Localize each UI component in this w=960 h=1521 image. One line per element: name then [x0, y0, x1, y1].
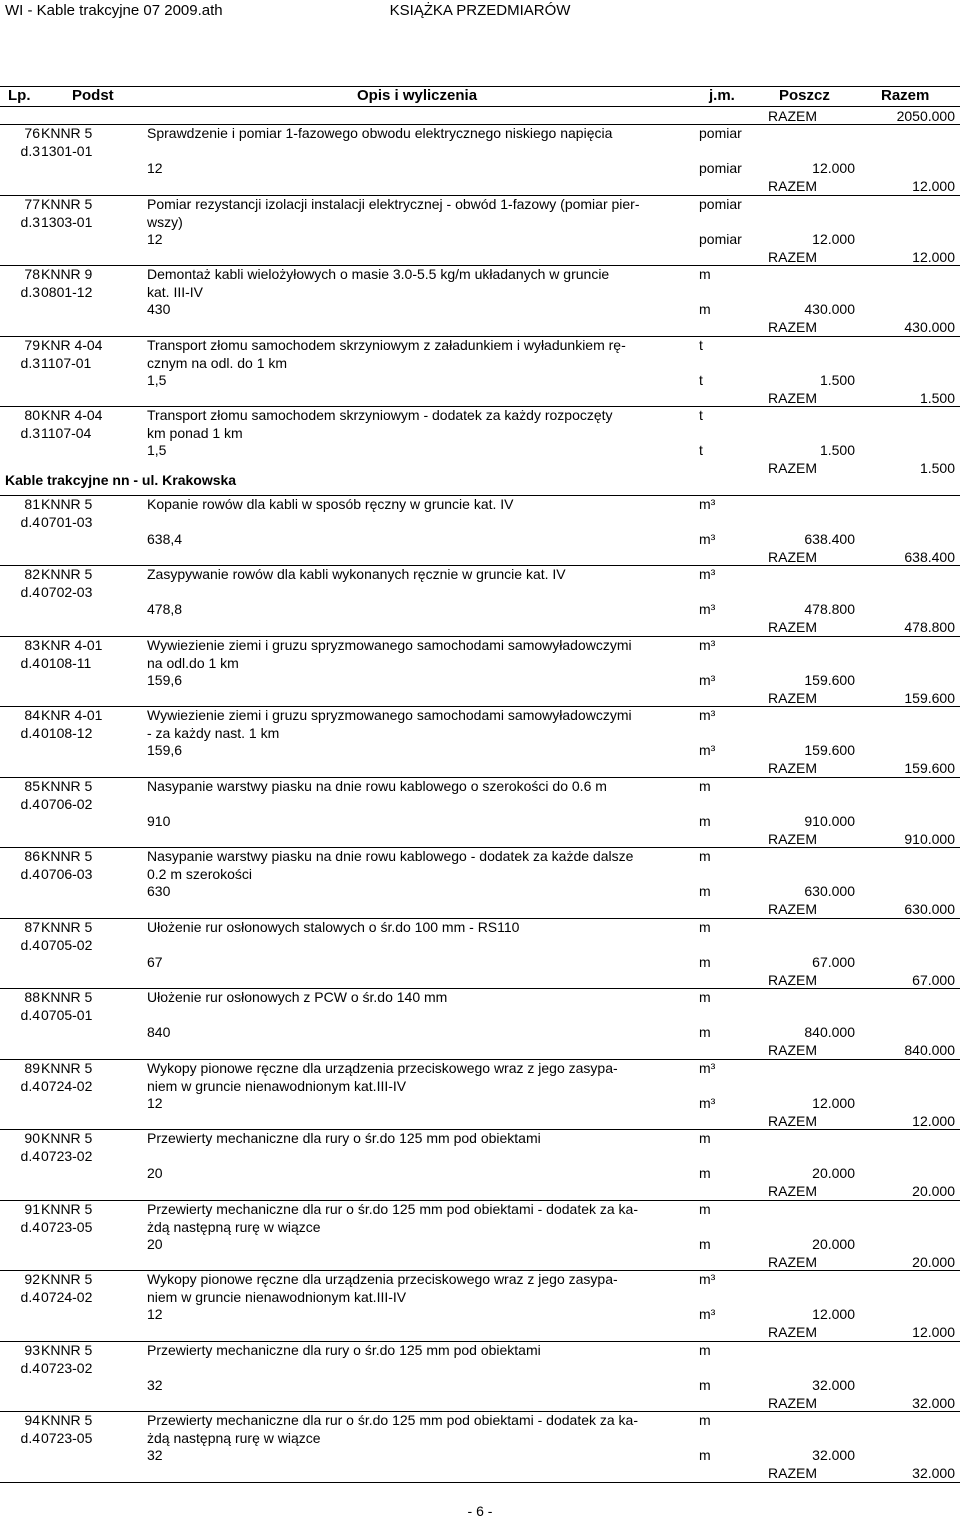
entry-base-position: 0705-02	[41, 937, 93, 953]
entry-description-line1: Przewierty mechaniczne dla rury o śr.do 125 mm pod obiektami	[147, 1130, 541, 1146]
entry-section-code: d.4	[20, 937, 40, 953]
entry-total: 32.000	[912, 1465, 955, 1481]
entry-number: 81	[24, 496, 40, 512]
entry-calc: 67	[147, 954, 163, 970]
table-row	[0, 1200, 960, 1271]
entry-total-label: RAZEM	[768, 619, 817, 635]
entry-unit: m³	[699, 566, 716, 582]
entry-section-code: d.4	[20, 725, 40, 741]
entry-description-line2: żdą następną rurę w wiązce	[147, 1430, 321, 1446]
entry-total-label: RAZEM	[768, 1113, 817, 1129]
entry-base-position: 0723-05	[41, 1430, 93, 1446]
entry-base-catalog: KNR 4-04	[41, 407, 103, 423]
entry-subtotal: 1.500	[819, 372, 855, 388]
entry-unit: m³	[699, 707, 716, 723]
entry-total-label: RAZEM	[768, 972, 817, 988]
entry-calc-unit: m³	[699, 601, 716, 617]
entry-description-line1: Przewierty mechaniczne dla rury o śr.do 125 mm pod obiektami	[147, 1342, 541, 1358]
entry-calc-unit: m³	[699, 1095, 716, 1111]
entry-section-code: d.4	[20, 1148, 40, 1164]
entry-description-line1: Wykopy pionowe ręczne dla urządzenia przeciskowego wraz z jego zasypa-	[147, 1271, 618, 1287]
entry-section-code: d.4	[20, 584, 40, 600]
entry-base-position: 0706-03	[41, 866, 93, 882]
entry-number: 76	[24, 125, 40, 141]
entry-total-label: RAZEM	[768, 1183, 817, 1199]
entry-base-catalog: KNNR 5	[41, 1130, 93, 1146]
entry-calc-unit: m	[699, 883, 711, 899]
entry-calc-unit: pomiar	[699, 231, 742, 247]
entry-total: 1.500	[919, 460, 955, 476]
table-row	[0, 265, 960, 336]
entry-subtotal: 12.000	[812, 1306, 855, 1322]
entry-description-line1: Ułożenie rur osłonowych z PCW o śr.do 140 mm	[147, 989, 448, 1005]
entry-subtotal: 12.000	[812, 160, 855, 176]
entry-base-position: 1301-01	[41, 143, 93, 159]
entry-number: 83	[24, 637, 40, 653]
entry-description-line2: wszy)	[147, 214, 183, 230]
entry-subtotal: 430.000	[804, 301, 855, 317]
entry-description-line1: Nasypanie warstwy piasku na dnie rowu kablowego - dodatek za każde dalsze	[147, 848, 634, 864]
entry-number: 85	[24, 778, 40, 794]
section-title: Kable trakcyjne nn - ul. Krakowska	[5, 472, 237, 488]
entry-unit: m	[699, 1342, 711, 1358]
table-row	[0, 1270, 960, 1341]
col-podst: Podst	[72, 87, 114, 104]
entry-base-catalog: KNR 4-01	[41, 637, 103, 653]
entry-calc-unit: m³	[699, 1306, 716, 1322]
entry-calc: 12	[147, 160, 163, 176]
entry-description-line2: cznym na odl. do 1 km	[147, 355, 288, 371]
entry-unit: m	[699, 266, 711, 282]
entry-description-line1: Przewierty mechaniczne dla rur o śr.do 125 mm pod obiektami - dodatek za ka-	[147, 1412, 639, 1428]
entry-total-label: RAZEM	[768, 249, 817, 265]
entry-unit: m	[699, 1201, 711, 1217]
col-lp: Lp.	[8, 87, 31, 104]
entry-total-label: RAZEM	[768, 460, 817, 476]
entry-total: 638.400	[904, 549, 955, 565]
entry-description-line1: Pomiar rezystancji izolacji instalacji elektrycznej - obwód 1-fazowy (pomiar pier-	[147, 196, 640, 212]
entry-unit: t	[699, 407, 703, 423]
entry-calc: 32	[147, 1447, 163, 1463]
entry-total: 840.000	[904, 1042, 955, 1058]
entry-calc-unit: m³	[699, 531, 716, 547]
entry-total-label: RAZEM	[768, 690, 817, 706]
entry-section-code: d.4	[20, 1219, 40, 1235]
entry-base-catalog: KNNR 5	[41, 496, 93, 512]
entry-base-catalog: KNNR 5	[41, 566, 93, 582]
entry-number: 89	[24, 1060, 40, 1076]
table-row	[0, 918, 960, 989]
page-header-title: KSIĄŻKA PRZEDMIARÓW	[389, 2, 571, 19]
entry-base-catalog: KNNR 5	[41, 196, 93, 212]
entry-calc-unit: m	[699, 1377, 711, 1393]
entry-subtotal: 32.000	[812, 1377, 855, 1393]
entry-calc-unit: t	[699, 372, 703, 388]
entry-description-line1: Wykopy pionowe ręczne dla urządzenia przeciskowego wraz z jego zasypa-	[147, 1060, 618, 1076]
entry-section-code: d.4	[20, 1007, 40, 1023]
entry-total: 12.000	[912, 249, 955, 265]
table-row	[0, 406, 960, 477]
entry-number: 88	[24, 989, 40, 1005]
entry-subtotal: 840.000	[804, 1024, 855, 1040]
entry-unit: m	[699, 919, 711, 935]
entry-base-position: 0724-02	[41, 1078, 93, 1094]
entry-total: 478.800	[904, 619, 955, 635]
entry-total: 12.000	[912, 1324, 955, 1340]
entry-section-code: d.4	[20, 1289, 40, 1305]
entry-calc: 159,6	[147, 672, 183, 688]
entry-calc-unit: m³	[699, 672, 716, 688]
entry-section-code: d.3	[20, 284, 40, 300]
entry-description-line1: Zasypywanie rowów dla kabli wykonanych ręcznie w gruncie kat. IV	[147, 566, 566, 582]
entry-description-line1: Wywiezienie ziemi i gruzu spryzmowanego samochodami samowyładowczymi	[147, 637, 632, 653]
entry-base-catalog: KNNR 5	[41, 1412, 93, 1428]
entry-total: 12.000	[912, 178, 955, 194]
entry-description-line2: niem w gruncie nienawodnionym kat.III-IV	[147, 1078, 407, 1094]
entry-subtotal: 910.000	[804, 813, 855, 829]
entry-base-position: 0801-12	[41, 284, 93, 300]
entry-total-label: RAZEM	[768, 1324, 817, 1340]
entry-subtotal: 32.000	[812, 1447, 855, 1463]
entry-calc: 638,4	[147, 531, 183, 547]
entry-number: 84	[24, 707, 40, 723]
entry-description-line2: km ponad 1 km	[147, 425, 243, 441]
entry-base-position: 0723-02	[41, 1148, 93, 1164]
page-number: - 6 -	[467, 1503, 493, 1519]
entry-section-code: d.4	[20, 866, 40, 882]
entry-subtotal: 20.000	[812, 1165, 855, 1181]
entry-section-code: d.4	[20, 514, 40, 530]
entry-unit: m	[699, 1130, 711, 1146]
entry-number: 90	[24, 1130, 40, 1146]
entry-number: 91	[24, 1201, 40, 1217]
entry-total-label: RAZEM	[768, 760, 817, 776]
entry-subtotal: 638.400	[804, 531, 855, 547]
entry-calc-unit: m	[699, 301, 711, 317]
table-row	[0, 495, 960, 566]
entry-base-catalog: KNNR 5	[41, 1060, 93, 1076]
entry-base-position: 0108-12	[41, 725, 93, 741]
entry-section-code: d.4	[20, 1430, 40, 1446]
entry-base-position: 0723-05	[41, 1219, 93, 1235]
entry-calc-unit: m	[699, 1165, 711, 1181]
entry-description-line1: Transport złomu samochodem skrzyniowym - dodatek za każdy rozpoczęty	[147, 407, 613, 423]
entry-total: 1.500	[919, 390, 955, 406]
entry-subtotal: 478.800	[804, 601, 855, 617]
entry-base-catalog: KNNR 5	[41, 778, 93, 794]
table-row	[0, 1059, 960, 1130]
entry-subtotal: 12.000	[812, 1095, 855, 1111]
entry-calc: 1,5	[147, 372, 167, 388]
entry-total: 12.000	[912, 1113, 955, 1129]
entry-calc-unit: m	[699, 1024, 711, 1040]
entry-base-catalog: KNNR 5	[41, 1342, 93, 1358]
entry-calc: 630	[147, 883, 171, 899]
entry-base-catalog: KNNR 5	[41, 989, 93, 1005]
entry-total: 159.600	[904, 690, 955, 706]
entry-calc: 32	[147, 1377, 163, 1393]
entry-unit: m	[699, 1412, 711, 1428]
entry-section-code: d.4	[20, 796, 40, 812]
entry-calc-unit: m	[699, 1236, 711, 1252]
entry-subtotal: 159.600	[804, 672, 855, 688]
entry-base-catalog: KNR 4-04	[41, 337, 103, 353]
entry-unit: m³	[699, 1271, 716, 1287]
table-row	[0, 195, 960, 266]
top-total-label: RAZEM	[768, 108, 817, 124]
entry-calc: 12	[147, 231, 163, 247]
table-row	[0, 124, 960, 195]
entry-section-code: d.3	[20, 355, 40, 371]
entry-description-line2: niem w gruncie nienawodnionym kat.III-IV	[147, 1289, 407, 1305]
entry-base-position: 0702-03	[41, 584, 93, 600]
entry-base-position: 0706-02	[41, 796, 93, 812]
entry-total-label: RAZEM	[768, 1254, 817, 1270]
table-row	[0, 988, 960, 1059]
entry-number: 86	[24, 848, 40, 864]
entry-calc: 20	[147, 1236, 163, 1252]
entry-subtotal: 20.000	[812, 1236, 855, 1252]
entry-section-code: d.4	[20, 1078, 40, 1094]
entry-base-position: 0701-03	[41, 514, 93, 530]
table-row	[0, 1411, 960, 1482]
entry-calc: 12	[147, 1306, 163, 1322]
row-separator	[0, 988, 960, 989]
entry-total: 67.000	[912, 972, 955, 988]
entry-number: 78	[24, 266, 40, 282]
table-row	[0, 706, 960, 777]
entry-base-catalog: KNNR 5	[41, 1201, 93, 1217]
entry-total: 630.000	[904, 901, 955, 917]
entry-base-position: 0724-02	[41, 1289, 93, 1305]
entry-unit: m	[699, 848, 711, 864]
entry-number: 77	[24, 196, 40, 212]
entry-calc: 910	[147, 813, 171, 829]
table-row	[0, 1341, 960, 1412]
entry-description-line1: Kopanie rowów dla kabli w sposób ręczny w gruncie kat. IV	[147, 496, 514, 512]
entry-number: 87	[24, 919, 40, 935]
entry-unit: m³	[699, 637, 716, 653]
entry-calc-unit: pomiar	[699, 160, 742, 176]
entry-calc-unit: m	[699, 1447, 711, 1463]
column-headers	[0, 87, 960, 107]
entry-base-position: 1303-01	[41, 214, 93, 230]
entry-description-line1: Demontaż kabli wielożyłowych o masie 3.0-5.5 kg/m układanych w gruncie	[147, 266, 610, 282]
col-jm: j.m.	[709, 87, 735, 104]
entry-section-code: d.4	[20, 1360, 40, 1376]
entry-description-line2: - za każdy nast. 1 km	[147, 725, 280, 741]
entry-number: 92	[24, 1271, 40, 1287]
entry-subtotal: 67.000	[812, 954, 855, 970]
table-row	[0, 1129, 960, 1200]
top-total-value: 2050.000	[896, 108, 955, 124]
entry-section-code: d.3	[20, 214, 40, 230]
entry-subtotal: 1.500	[819, 442, 855, 458]
entry-number: 80	[24, 407, 40, 423]
entry-calc-unit: m	[699, 954, 711, 970]
entry-calc: 12	[147, 1095, 163, 1111]
table-row	[0, 336, 960, 407]
entry-section-code: d.4	[20, 655, 40, 671]
entry-base-catalog: KNNR 5	[41, 1271, 93, 1287]
entry-section-code: d.3	[20, 143, 40, 159]
entry-unit: pomiar	[699, 125, 742, 141]
entry-base-catalog: KNNR 5	[41, 919, 93, 935]
entry-calc: 1,5	[147, 442, 167, 458]
entry-number: 93	[24, 1342, 40, 1358]
entry-calc: 20	[147, 1165, 163, 1181]
entry-base-catalog: KNR 4-01	[41, 707, 103, 723]
entry-total: 20.000	[912, 1183, 955, 1199]
entry-calc-unit: m³	[699, 742, 716, 758]
entry-total-label: RAZEM	[768, 1465, 817, 1481]
col-opis: Opis i wyliczenia	[357, 87, 478, 104]
entry-calc: 478,8	[147, 601, 183, 617]
entry-unit: pomiar	[699, 196, 742, 212]
entry-base-catalog: KNNR 5	[41, 848, 93, 864]
entry-unit: t	[699, 337, 703, 353]
col-poszcz: Poszcz	[779, 87, 830, 104]
entry-total: 159.600	[904, 760, 955, 776]
entry-base-position: 1107-01	[41, 355, 92, 371]
entry-description-line1: Nasypanie warstwy piasku na dnie rowu kablowego o szerokości do 0.6 m	[147, 778, 607, 794]
entry-total: 430.000	[904, 319, 955, 335]
entry-base-position: 0723-02	[41, 1360, 93, 1376]
entry-section-code: d.3	[20, 425, 40, 441]
col-razem: Razem	[881, 87, 930, 104]
entry-base-position: 1107-04	[41, 425, 92, 441]
entry-description-line1: Przewierty mechaniczne dla rur o śr.do 125 mm pod obiektami - dodatek za ka-	[147, 1201, 639, 1217]
entry-total-label: RAZEM	[768, 319, 817, 335]
entry-total-label: RAZEM	[768, 549, 817, 565]
entry-base-position: 0108-11	[41, 655, 92, 671]
page-header-left: WI - Kable trakcyjne 07 2009.ath	[5, 2, 223, 19]
entry-base-position: 0705-01	[41, 1007, 93, 1023]
entry-calc-unit: t	[699, 442, 703, 458]
entry-description-line2: kat. III-IV	[147, 284, 204, 300]
entry-description-line1: Ułożenie rur osłonowych stalowych o śr.do 100 mm - RS110	[147, 919, 520, 935]
table-row	[0, 565, 960, 636]
entry-total-label: RAZEM	[768, 901, 817, 917]
entry-number: 94	[24, 1412, 40, 1428]
entry-calc: 159,6	[147, 742, 183, 758]
entry-description-line1: Wywiezienie ziemi i gruzu spryzmowanego samochodami samowyładowczymi	[147, 707, 632, 723]
entry-calc: 430	[147, 301, 171, 317]
entry-number: 82	[24, 566, 40, 582]
entry-description-line2: na odl.do 1 km	[147, 655, 239, 671]
entry-base-catalog: KNNR 9	[41, 266, 93, 282]
entry-total: 20.000	[912, 1254, 955, 1270]
table-row	[0, 847, 960, 918]
entry-calc: 840	[147, 1024, 171, 1040]
entry-total-label: RAZEM	[768, 1395, 817, 1411]
entry-calc-unit: m	[699, 813, 711, 829]
entry-total-label: RAZEM	[768, 390, 817, 406]
entry-number: 79	[24, 337, 40, 353]
table-bottom-rule	[0, 1482, 960, 1483]
entry-unit: m	[699, 778, 711, 794]
entry-unit: m	[699, 989, 711, 1005]
entry-unit: m³	[699, 496, 716, 512]
table-row	[0, 636, 960, 707]
entry-total: 910.000	[904, 831, 955, 847]
entry-total-label: RAZEM	[768, 831, 817, 847]
header-rule-bottom	[0, 106, 960, 107]
entry-total-label: RAZEM	[768, 1042, 817, 1058]
entry-unit: m³	[699, 1060, 716, 1076]
entry-subtotal: 159.600	[804, 742, 855, 758]
entry-total-label: RAZEM	[768, 178, 817, 194]
entry-description-line2: 0.2 m szerokości	[147, 866, 253, 882]
entry-subtotal: 12.000	[812, 231, 855, 247]
entry-description-line2: żdą następną rurę w wiązce	[147, 1219, 321, 1235]
table-row	[0, 777, 960, 848]
entry-description-line1: Sprawdzenie i pomiar 1-fazowego obwodu elektrycznego niskiego napięcia	[147, 125, 613, 141]
entry-subtotal: 630.000	[804, 883, 855, 899]
entry-total: 32.000	[912, 1395, 955, 1411]
entry-base-catalog: KNNR 5	[41, 125, 93, 141]
entry-description-line1: Transport złomu samochodem skrzyniowym z załadunkiem i wyładunkiem rę-	[147, 337, 626, 353]
